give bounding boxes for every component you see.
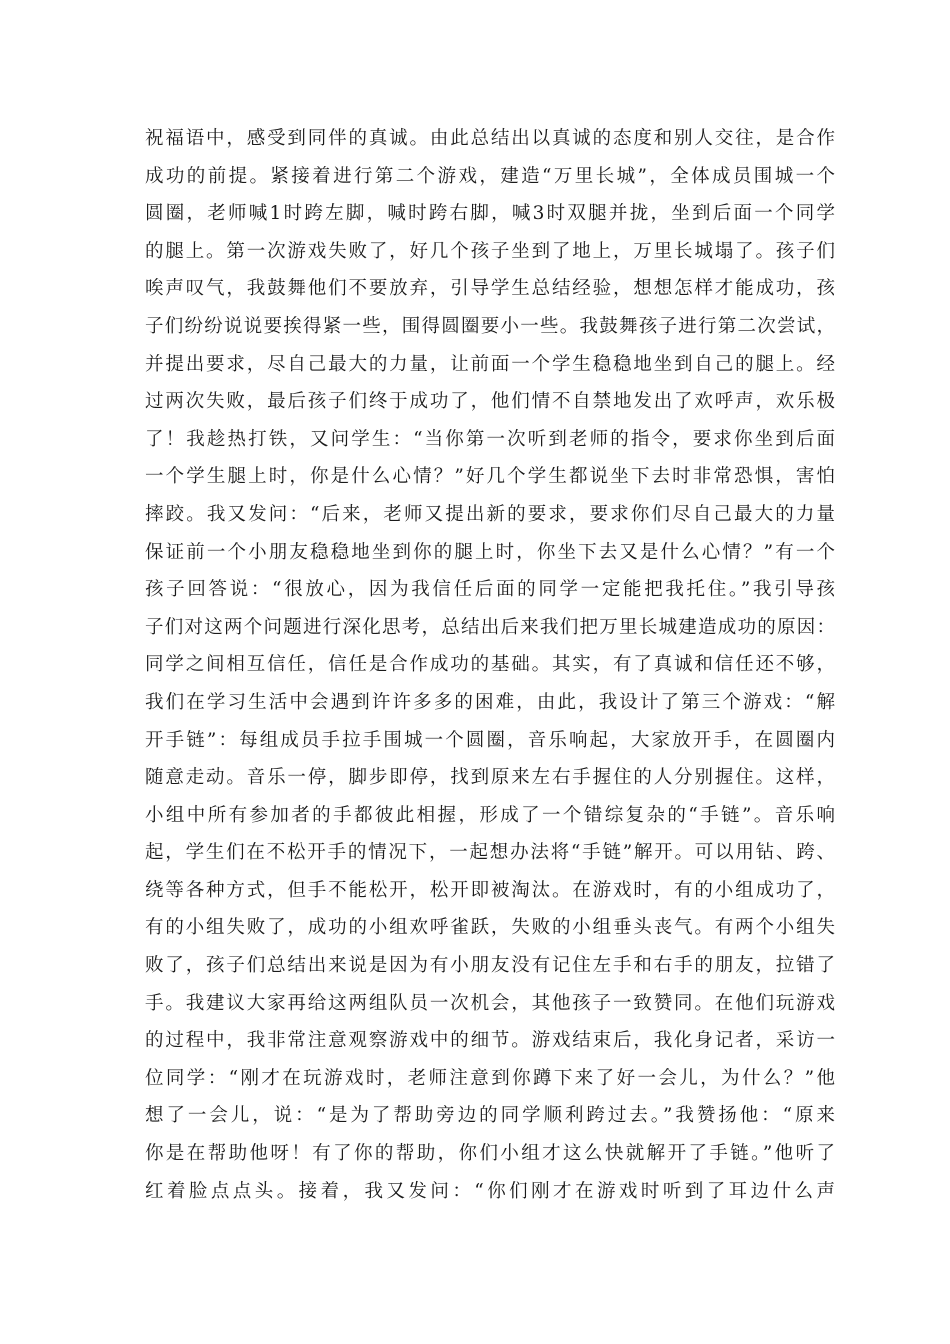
text-line: 子们纷纷说说要挨得紧一些，围得圆圈要小一些。我鼓舞孩子进行第二次尝试， [145,315,835,337]
text-line: 子们对这两个问题进行深化思考，总结出后来我们把万里长城建造成功的原因： [145,616,835,638]
text-line: 同学之间相互信任，信任是合作成功的基础。其实，有了真诚和信任还不够， [145,654,835,676]
text-line: 我们在学习生活中会遇到许许多多的困难，由此，我设计了第三个游戏：“解 [145,691,835,713]
text-line: 开手链”：每组成员手拉手围城一个圆圈，音乐响起，大家放开手，在圆圈内 [145,729,835,751]
text-line: 过两次失败，最后孩子们终于成功了，他们情不自禁地发出了欢呼声，欢乐极 [145,391,835,413]
text-line: 唉声叹气，我鼓舞他们不要放弃，引导学生总结经验，想想怎样才能成功，孩 [145,278,835,300]
text-line: 圆圈，老师喊1时跨左脚，喊时跨右脚，喊3时双腿并拢，坐到后面一个同学 [145,203,835,225]
text-line: 保证前一个小朋友稳稳地坐到你的腿上时，你坐下去又是什么心情？”有一个 [145,541,835,563]
text-line: 有的小组失败了，成功的小组欢呼雀跃，失败的小组垂头丧气。有两个小组失 [145,917,835,939]
text-line: 成功的前提。紧接着进行第二个游戏，建造“万里长城”，全体成员围城一个 [145,165,835,187]
text-line: 小组中所有参加者的手都彼此相握，形成了一个错综复杂的“手链”。音乐响 [145,804,835,826]
text-line: 绕等各种方式，但手不能松开，松开即被淘汰。在游戏时，有的小组成功了， [145,879,835,901]
text-line: 位同学：“刚才在玩游戏时，老师注意到你蹲下来了好一会儿，为什么？”他 [145,1067,835,1089]
text-line: 败了，孩子们总结出来说是因为有小朋友没有记住左手和右手的朋友，拉错了 [145,955,835,977]
text-line: 起，学生们在不松开手的情况下，一起想办法将“手链”解开。可以用钻、跨、 [145,842,835,864]
text-line: 红着脸点点头。接着，我又发问：“你们刚才在游戏时听到了耳边什么声 [145,1180,835,1202]
text-line: 的腿上。第一次游戏失败了，好几个孩子坐到了地上，万里长城塌了。孩子们 [145,240,835,262]
text-line: 一个学生腿上时，你是什么心情？”好几个学生都说坐下去时非常恐惧，害怕 [145,466,835,488]
text-line: 了！我趁热打铁，又问学生：“当你第一次听到老师的指令，要求你坐到后面 [145,428,835,450]
text-line: 并提出要求，尽自己最大的力量，让前面一个学生稳稳地坐到自己的腿上。经 [145,353,835,375]
body-text [145,120,835,1210]
text-line: 孩子回答说：“很放心，因为我信任后面的同学一定能把我托住。”我引导孩 [145,579,835,601]
text-line: 你是在帮助他呀！有了你的帮助，你们小组才这么快就解开了手链。”他听了 [145,1143,835,1165]
text-line: 想了一会儿，说：“是为了帮助旁边的同学顺利跨过去。”我赞扬他：“原来 [145,1105,835,1127]
text-line: 摔跤。我又发问：“后来，老师又提出新的要求，要求你们尽自己最大的力量 [145,503,835,525]
text-line: 祝福语中，感受到同伴的真诚。由此总结出以真诚的态度和别人交往，是合作 [145,128,835,149]
text-line: 的过程中，我非常注意观察游戏中的细节。游戏结束后，我化身记者，采访一 [145,1030,835,1052]
text-line: 手。我建议大家再给这两组队员一次机会，其他孩子一致赞同。在他们玩游戏 [145,992,835,1014]
text-line: 随意走动。音乐一停，脚步即停，找到原来左右手握住的人分别握住。这样， [145,767,835,789]
